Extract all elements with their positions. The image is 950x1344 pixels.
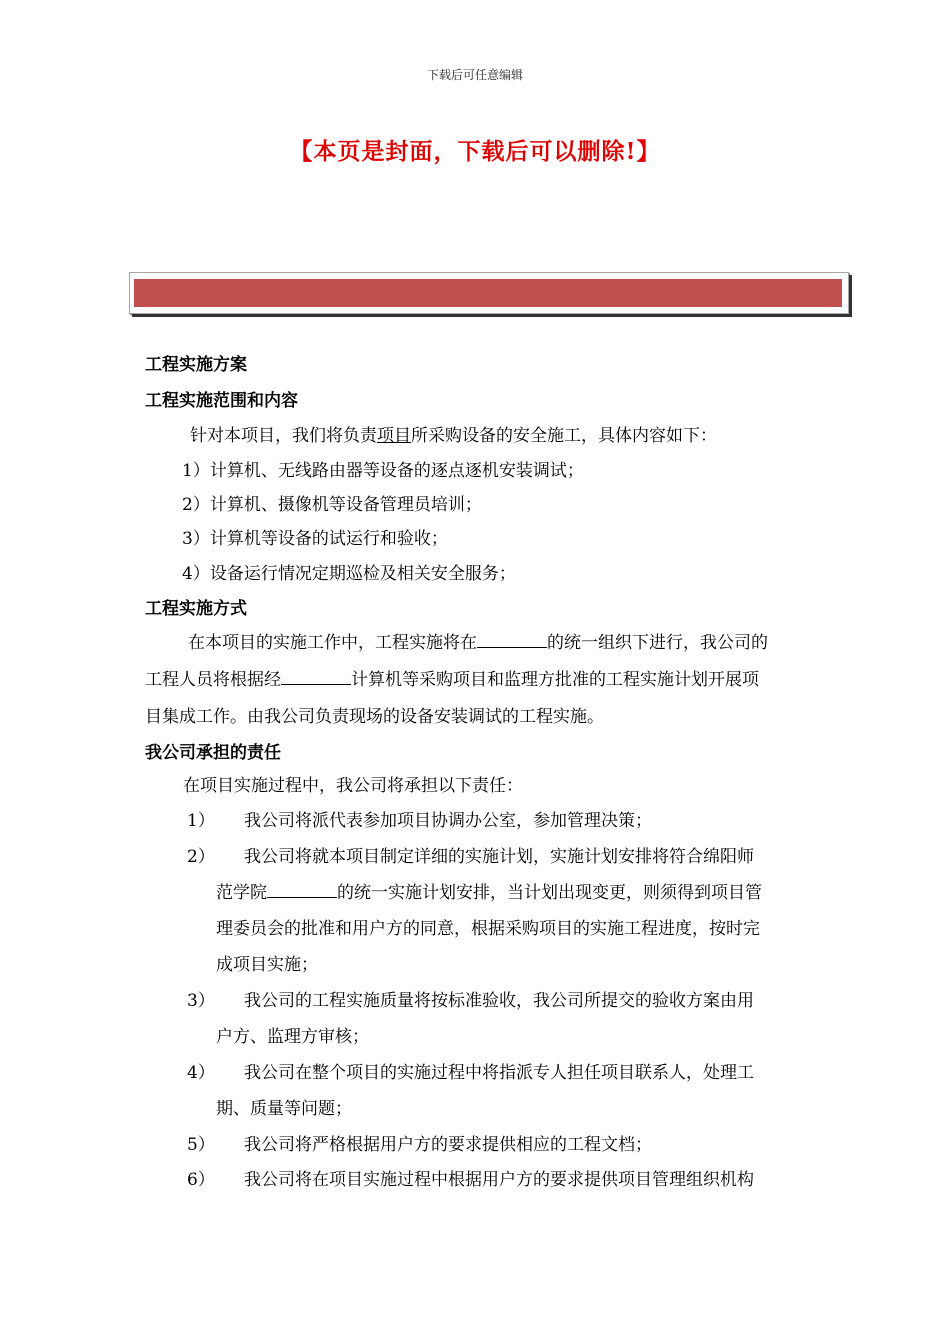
method-line-1-after: 的统一组织下进行，我公司的: [547, 633, 768, 653]
duty-item-4: [187, 1058, 754, 1083]
fill-in-blank: [477, 646, 547, 648]
method-line-2-before: 工程人员将根据经: [145, 670, 281, 690]
duty-item-number: 1）: [187, 811, 215, 831]
duty-heading: 我公司承担的责任: [145, 743, 281, 763]
fill-in-blank: [267, 896, 337, 898]
duty-item-2-line-4: 成项目实施；: [216, 955, 318, 975]
cover-notice: 【本页是封面，下载后可以删除!】: [289, 138, 661, 165]
scope-item-1: 1）计算机、无线路由器等设备的逐点逐机安装调试；: [182, 461, 584, 481]
duty-item-text: 我公司将严格根据用户方的要求提供相应的工程文档；: [244, 1135, 652, 1155]
method-line-2-after: 计算机等采购项目和监理方批准的工程实施计划开展项: [351, 670, 759, 690]
duty-item-text: 我公司将就本项目制定详细的实施计划，实施计划安排将符合绵阳师: [244, 847, 754, 867]
duty-item-number: 4）: [187, 1063, 215, 1083]
duty-item-number: 2）: [187, 847, 215, 867]
duty-item-number: 6）: [187, 1170, 215, 1190]
header-note: 下载后可任意编辑: [426, 68, 523, 82]
scope-intro-after: 所采购设备的安全施工，具体内容如下：: [411, 426, 717, 446]
scope-item-2: 2）计算机、摄像机等设备管理员培训；: [182, 495, 482, 515]
section-title: 工程实施方案: [145, 355, 247, 375]
duty-item-2: [187, 842, 754, 867]
duty-item-text: 我公司在整个项目的实施过程中将指派专人担任项目联系人，处理工: [244, 1063, 754, 1083]
duty-item-6: [187, 1165, 754, 1190]
duty-item-5: [187, 1130, 652, 1155]
duty-item-number: 3）: [187, 991, 215, 1011]
duty-item-3-line-2: 户方、监理方审核；: [216, 1027, 369, 1047]
duty-item-2-line-3: 理委员会的批准和用户方的同意，根据采购项目的实施工程进度，按时完: [216, 919, 760, 939]
scope-intro-project: 项目: [377, 426, 411, 446]
duty-intro: 在项目实施过程中，我公司将承担以下责任：: [183, 776, 523, 796]
duty-item-4-line-2: 期、质量等问题；: [216, 1099, 352, 1119]
scope-heading: 工程实施范围和内容: [145, 391, 298, 411]
method-line-1-before: 在本项目的实施工作中，工程实施将在: [188, 633, 477, 653]
title-banner: [129, 272, 849, 314]
duty-item-2-before: 范学院: [216, 883, 267, 903]
fill-in-blank: [281, 683, 351, 685]
scope-item-4: 4）设备运行情况定期巡检及相关安全服务；: [182, 564, 516, 584]
method-line-1: [188, 628, 768, 653]
scope-item-3: 3）计算机等设备的试运行和验收；: [182, 529, 448, 549]
scope-intro: [190, 421, 717, 446]
duty-item-number: 5）: [187, 1135, 215, 1155]
duty-item-text: 我公司的工程实施质量将按标准验收，我公司所提交的验收方案由用: [244, 991, 754, 1011]
title-banner-fill: [134, 279, 842, 307]
duty-item-2-line-2: [216, 878, 762, 903]
scope-intro-before: 针对本项目，我们将负责: [190, 426, 377, 446]
method-line-2: [145, 665, 759, 690]
duty-item-text: 我公司将在项目实施过程中根据用户方的要求提供项目管理组织机构: [244, 1170, 754, 1190]
method-line-3: 目集成工作。由我公司负责现场的设备安装调试的工程实施。: [145, 707, 604, 727]
duty-item-2-after: 的统一实施计划安排，当计划出现变更，则须得到项目管: [337, 883, 762, 903]
duty-item-3: [187, 986, 754, 1011]
method-heading: 工程实施方式: [145, 599, 247, 619]
duty-item-text: 我公司将派代表参加项目协调办公室，参加管理决策；: [244, 811, 652, 831]
duty-item-1: [187, 806, 652, 831]
